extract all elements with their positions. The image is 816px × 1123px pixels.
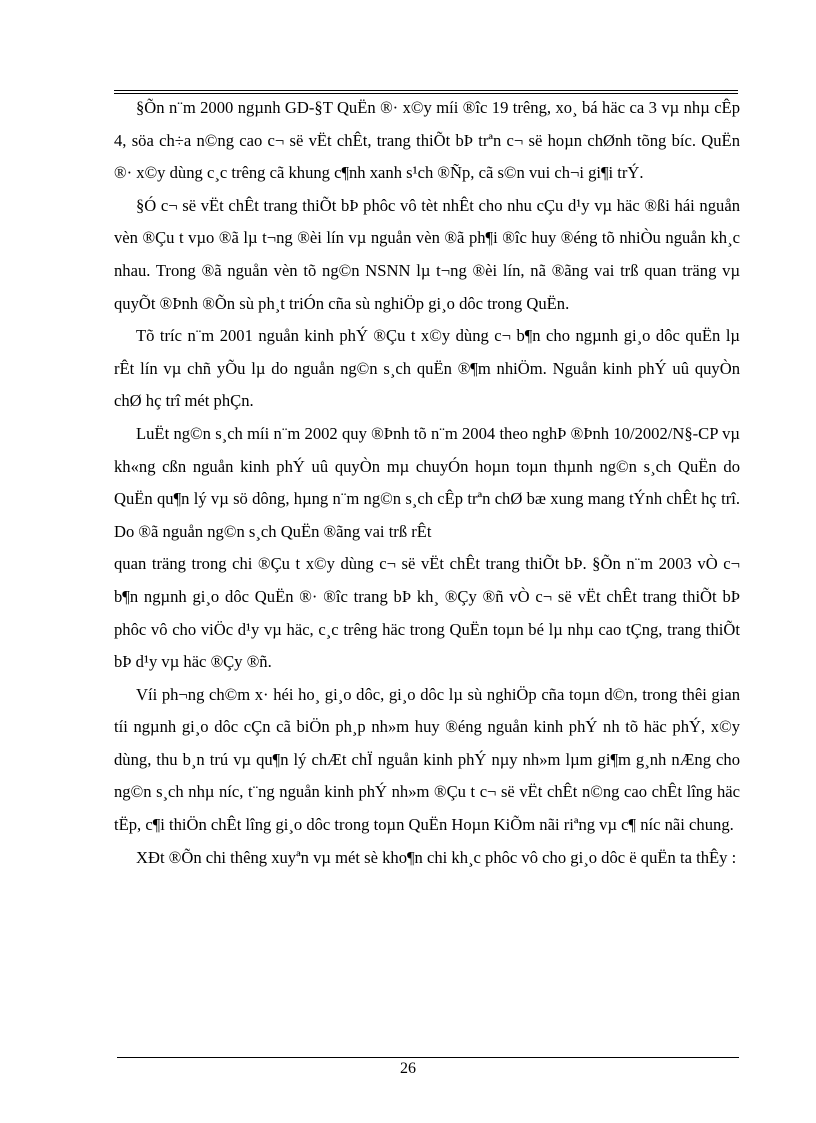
paragraph-3: Tõ tríc n¨m 2001 nguån kinh phÝ ®Çu t x©y dùng c¬ b¶n cho ngµnh gi¸o dôc quËn lµ rÊt lín vµ chñ yÕu lµ do nguån ng©n s¸ch quËn ®¶m nhiÖm. Nguån kinh phÝ uû quyÒn chØ hç trî mét phÇn. [114, 326, 740, 411]
page-number: 26 [400, 1060, 416, 1077]
footer-rule [117, 1057, 739, 1058]
paragraph-7: XÐt ®Õn chi thêng xuyªn vµ mét sè kho¶n chi kh¸c phôc vô cho gi¸o dôc ë quËn ta thÊy : [136, 847, 737, 867]
paragraph-5: quan träng trong chi ®Çu t x©y dùng c¬ së vËt chÊt trang thiÕt bÞ. §Õn n¨m 2003 vÒ c¬ b¶n ngµnh gi¸o dôc QuËn ®· ®îc trang bÞ kh¸ ®Çy ®ñ vÒ c¬ së vËt chÊt trang thiÕt bÞ phôc vô cho viÖc d¹y vµ häc, c¸c trêng häc trong QuËn toµn bé lµ nhµ cao tÇng, trang thiÕt bÞ d¹y vµ häc ®Çy ®ñ. [114, 554, 740, 672]
paragraph-2: §Ó c¬ së vËt chÊt trang thiÕt bÞ phôc vô tèt nhÊt cho nhu cÇu d¹y vµ häc ®ßi hái nguån vèn ®Çu t vµo ®ã lµ t¬ng ®èi lín vµ nguån vèn ®ã ph¶i ®îc huy ®éng tõ nhiÒu nguån kh¸c nhau. Trong ®ã nguån vèn tõ ng©n NSNN lµ t¬ng ®èi lín, nã ®ãng vai trß quan träng vµ quyÕt ®Þnh ®Õn sù ph¸t triÓn cña sù nghiÖp gi¸o dôc trong QuËn. [114, 195, 740, 313]
header-rule-top [114, 90, 738, 91]
document-body [114, 92, 740, 874]
paragraph-4: LuËt ng©n s¸ch míi n¨m 2002 quy ®Þnh tõ n¨m 2004 theo nghÞ ®Þnh 10/2002/N§-CP vµ kh«ng cßn nguån kinh phÝ uû quyÒn mµ chuyÓn hoµn toµn thµnh ng©n s¸ch QuËn do QuËn qu¶n lý vµ sö dông, hµng n¨m ng©n s¸ch cÊp trªn chØ bæ xung mang tÝnh chÊt hç trî. Do ®ã nguån ng©n s¸ch QuËn ®ãng vai trß rÊt [114, 423, 740, 541]
paragraph-6: Víi ph¬ng ch©m x· héi ho¸ gi¸o dôc, gi¸o dôc lµ sù nghiÖp cña toµn d©n, trong thêi gian tíi ngµnh gi¸o dôc cÇn cã biÖn ph¸p nh»m huy ®éng nguån kinh phÝ nh tõ häc phÝ, x©y dùng, thu b¸n trú vµ qu¶n lý chÆt chÏ nguån kinh phÝ nµy nh»m lµm gi¶m g¸nh nÆng cho ng©n s¸ch nhµ níc, t¨ng nguån kinh phÝ nh»m ®Çu t c¬ së vËt chÊt n©ng cao chÊt lîng häc tËp, c¶i thiÖn chÊt lîng gi¸o dôc trong toµn QuËn Hoµn KiÕm nãi riªng vµ c¶ níc nãi chung. [114, 684, 740, 835]
paragraph-1: §Õn n¨m 2000 ngµnh GD-§T QuËn ®· x©y míi ®îc 19 trêng, xo¸ bá häc ca 3 vµ nhµ cÊp 4, söa ch÷a n©ng cao c¬ së vËt chÊt, trang thiÕt bÞ trªn c¬ së hoµn chØnh tõng bíc. QuËn ®· x©y dùng c¸c trêng cã khung c¶nh xanh s¹ch ®Ñp, cã s©n vui ch¬i gi¶i trÝ. [114, 98, 740, 183]
